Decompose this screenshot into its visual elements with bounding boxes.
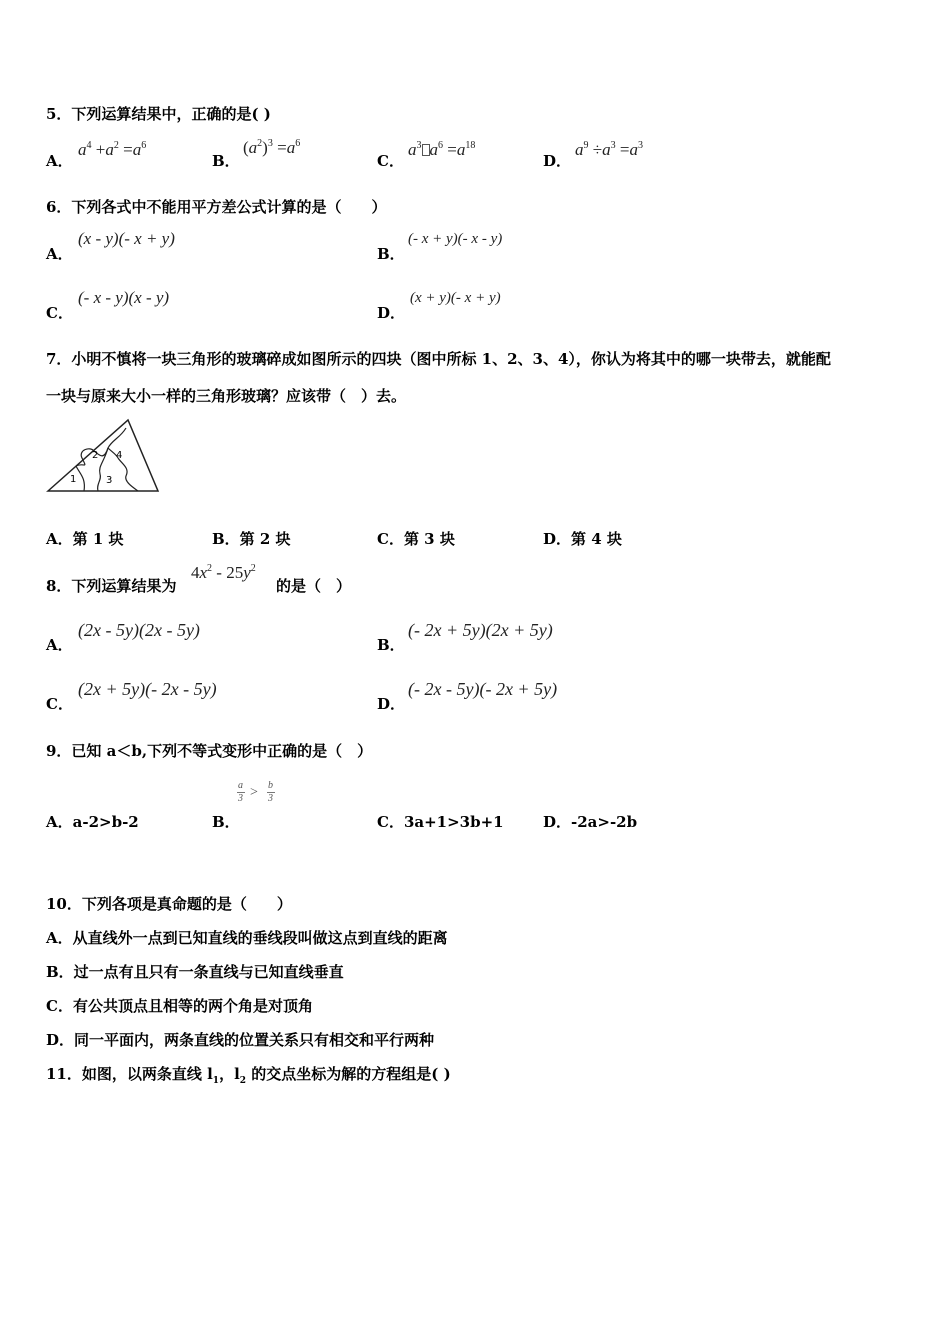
- q6-option-b: (- x + y)(- x - y): [408, 231, 503, 247]
- q6-stem: 6．下列各式中不能用平方差公式计算的是（ ）: [46, 198, 387, 216]
- q9-stem: 9．已知 a＜b,下列不等式变形中正确的是（ ）: [46, 742, 373, 760]
- q8-option-a: (2x - 5y)(2x - 5y): [78, 620, 200, 640]
- q5-label-a: A．: [46, 152, 73, 170]
- q6-option-d: (x + y)(- x + y): [410, 290, 501, 306]
- q5-option-b: $(a^2)^3 =a^6$: [243, 138, 301, 157]
- glass-piece-label-2: 2: [92, 450, 99, 461]
- q8-label-b: B．: [377, 636, 405, 654]
- q10-option-d: D．同一平面内，两条直线的位置关系只有相交和平行两种: [46, 1031, 435, 1049]
- q7-stem-line2: 一块与原来大小一样的三角形玻璃？应该带（ ）去。: [46, 387, 407, 405]
- q8-target-expression: $4x^2 - 25y^2$: [191, 563, 256, 582]
- glass-piece-label-3: 3: [106, 475, 113, 486]
- q11-stem: 11．如图，以两条直线 $l_1$，$l_2$ 的交点坐标为解的方程组是( ): [46, 1065, 451, 1086]
- q5-option-a: $a^4 +a^2 =a^6$: [78, 140, 147, 159]
- q9-option-c: C．3a+1>3b+1: [377, 813, 504, 831]
- q6-option-c: (- x - y)(x - y): [78, 288, 170, 307]
- q5-stem: 5．下列运算结果中，正确的是( ): [46, 105, 271, 123]
- glass-piece-label-1: 1: [70, 474, 77, 485]
- q8-label-c: C．: [46, 695, 73, 713]
- q9-option-b: B．: [212, 813, 240, 831]
- q6-label-a: A．: [46, 245, 73, 263]
- q6-label-d: D．: [377, 304, 406, 322]
- q5-label-b: B．: [212, 152, 240, 170]
- q5-label-d: D．: [543, 152, 572, 170]
- q6-label-b: B．: [377, 245, 405, 263]
- q6-option-a: (x - y)(- x + y): [78, 229, 175, 248]
- q10-option-a: A．从直线外一点到已知直线的垂线段叫做这点到直线的距离: [46, 929, 448, 947]
- q7-option-d: D．第 4 块: [543, 530, 622, 548]
- q10-option-c: C．有公共顶点且相等的两个角是对顶角: [46, 997, 313, 1015]
- q6-label-c: C．: [46, 304, 73, 322]
- broken-glass-triangle-figure: [46, 418, 160, 496]
- q10-option-b: B．过一点有且只有一条直线与已知直线垂直: [46, 963, 344, 981]
- q8-option-b: (- 2x + 5y)(2x + 5y): [408, 620, 553, 640]
- q7-stem-line1: 7．小明不慎将一块三角形的玻璃碎成如图所示的四块（图中所标 1、2、3、4），你认为将其中的哪一块带去，就能配: [46, 350, 831, 368]
- q8-label-d: D．: [377, 695, 406, 713]
- q7-option-c: C．第 3 块: [377, 530, 455, 548]
- q9-option-b-fraction: a 3 > b 3: [238, 780, 273, 804]
- q10-stem: 10．下列各项是真命题的是（ ）: [46, 895, 292, 913]
- q8-option-c: (2x + 5y)(- 2x - 5y): [78, 679, 217, 699]
- q8-stem-pre: 8．下列运算结果为: [46, 577, 177, 595]
- q8-stem-post: 的是（ ）: [276, 577, 352, 595]
- q7-option-b: B．第 2 块: [212, 530, 291, 548]
- glass-piece-label-4: 4: [116, 450, 123, 461]
- q5-option-c: $a^3$ $a^6 =a^{18}$: [408, 140, 476, 159]
- q8-option-d: (- 2x - 5y)(- 2x + 5y): [408, 679, 558, 699]
- q8-label-a: A．: [46, 636, 73, 654]
- q7-option-a: A．第 1 块: [46, 530, 124, 548]
- q9-option-d: D．-2a>-2b: [543, 813, 638, 831]
- q5-option-d: $a^9 \div a^3 =a^3$: [575, 140, 643, 159]
- q9-option-a: A．a-2>b-2: [46, 813, 139, 831]
- q5-label-c: C．: [377, 152, 404, 170]
